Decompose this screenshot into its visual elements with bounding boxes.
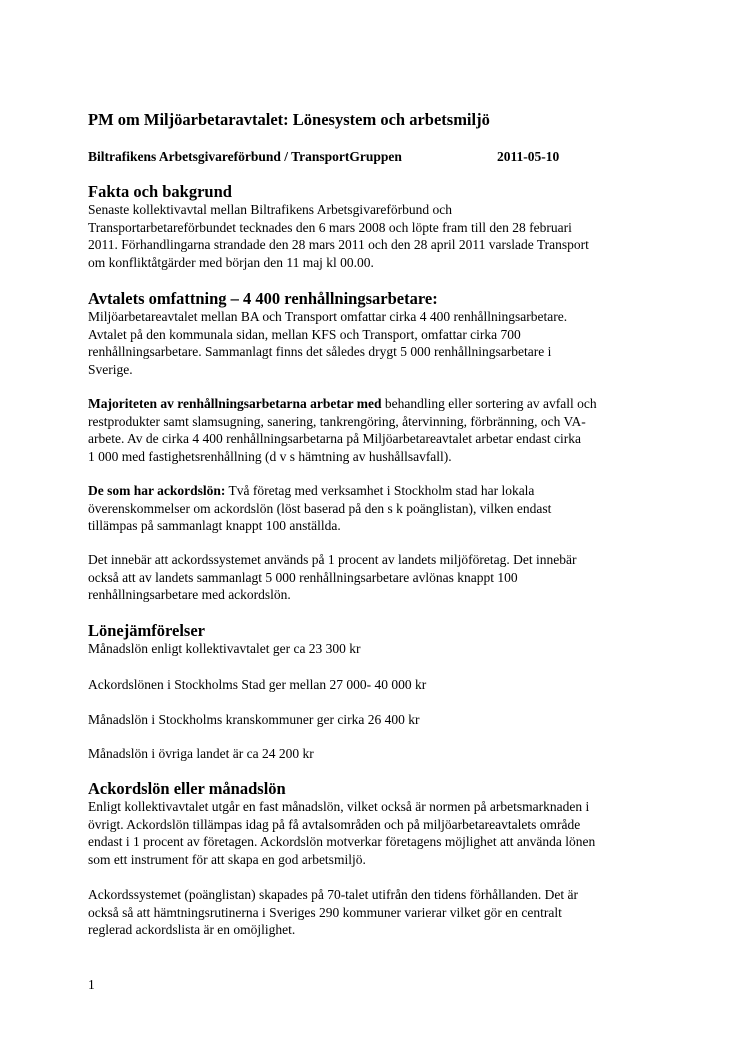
organization: Biltrafikens Arbetsgivareförbund / TransportGruppen [88,149,402,164]
text-line: tillämpas på sammanlagt knappt 100 anställda. [88,518,341,533]
text-line: Sverige. [88,361,133,377]
heading-lone: Lönejämförelser [88,621,205,640]
lone-item: Månadslön i Stockholms kranskommuner ger cirka 26 400 kr [88,712,420,727]
text-line: Enligt kollektivavtalet utgår en fast månadslön, vilket också är normen på arbetsmarknaden i [88,799,590,814]
text-line: också att av landets sammanlagt 5 000 renhållningsarbetare avlönas knappt 100 [88,569,518,585]
lone-item: Månadslön enligt kollektivavtalet ger ca 23 300 kr [88,641,361,656]
text-line: arbete. Av de cirka 4 400 renhållningsarbetarna på Miljöarbetareavtalet arbetar endast cirka [88,431,582,446]
document-date: 2011-05-10 [497,149,560,164]
paragraph-poanglistan [88,886,578,939]
text-line: Ackordssystemet (poänglistan) skapades på 70-talet utifrån den tidens förhållanden. Det är [88,887,578,902]
paragraph-ackord [88,798,595,868]
section-omfattning [88,290,567,378]
section-ackord [88,780,595,868]
text-line: 1 000 med fastighetsrenhållning (d v s hämtning av hushållsavfall). [88,448,452,464]
section-lone [88,622,205,640]
text-line: som ett instrument för att skapa en god arbetsmiljö. [88,851,366,867]
text-line: Transportarbetareförbundet tecknades den 6 mars 2008 och löpte fram till den 28 februari [88,219,572,235]
lone-item: Månadslön i övriga landet är ca 24 200 kr [88,746,314,761]
bold-lead: De som har ackordslön: [88,483,226,498]
document-meta [88,149,560,165]
text-line: överenskommelser om ackordslön (löst baserad på den s k poänglistan), vilken endast [88,500,552,516]
bold-lead: Majoriteten av renhållningsarbetarna arbetar med [88,396,382,411]
text-line: också så att hämtningsrutinerna i Sveriges 290 kommuner varierar vilket gör en centralt [88,904,562,920]
text-line [88,482,551,500]
text-line: om konfliktåtgärder med början den 11 maj kl 00.00. [88,254,374,270]
text-line: restprodukter samt slamsugning, sanering, tankrengöring, återvinning, förbränning, och VA- [88,413,586,429]
text-line: Miljöarbetareavtalet mellan BA och Transport omfattar cirka 4 400 renhållningsarbetare. [88,309,568,324]
text-line: renhållningsarbetare. Sammanlagt finns det således drygt 5 000 renhållningsarbetare i [88,344,552,359]
text-line: endast i 1 procent av företagen. Ackordslön motverkar företagens möjlighet att använda lönen [88,834,596,849]
heading-fakta: Fakta och bakgrund [88,182,232,201]
page-number: 1 [88,977,95,992]
text-line [88,395,597,413]
document-title: PM om Miljöarbetaravtalet: Lönesystem och arbetsmiljö [88,110,490,129]
paragraph-ackordslon [88,482,551,535]
text-line: reglerad ackordslista är en omöjlighet. [88,922,296,937]
section-fakta [88,183,589,271]
text-line: Senaste kollektivavtal mellan Biltrafikens Arbetsgivareförbund och [88,202,453,217]
text-run: Två företag med verksamhet i Stockholm stad har lokala [225,483,535,498]
text-line: övrigt. Ackordslön tillämpas idag på få avtalsområden och på miljöarbetareavtalets område [88,816,581,832]
heading-omfattning: Avtalets omfattning – 4 400 renhållningsarbetare: [88,289,438,308]
heading-ackord: Ackordslön eller månadslön [88,779,286,798]
paragraph-innebar [88,551,576,604]
lone-item: Ackordslönen i Stockholms Stad ger mellan 27 000- 40 000 kr [88,677,427,692]
text-run: behandling eller sortering av avfall och [381,396,597,411]
paragraph-fakta [88,201,589,271]
text-line: 2011. Förhandlingarna strandade den 28 mars 2011 och den 28 april 2011 varslade Transport [88,237,589,252]
text-line: Avtalet på den kommunala sidan, mellan KFS och Transport, omfattar cirka 700 [88,326,521,342]
paragraph-omfattning [88,308,567,378]
text-line: Det innebär att ackordssystemet används på 1 procent av landets miljöföretag. Det innebär [88,552,577,567]
text-line: renhållningsarbetare med ackordslön. [88,587,291,602]
paragraph-majoriteten [88,395,597,465]
